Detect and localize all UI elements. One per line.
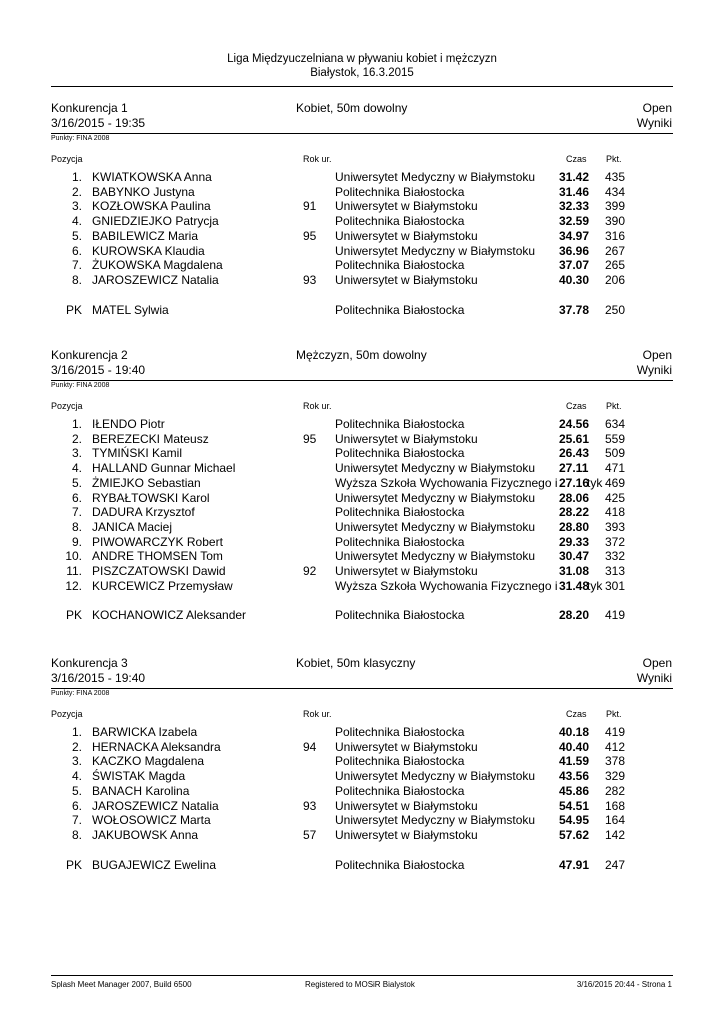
result-time: 30.47 — [559, 549, 590, 564]
swimmer-name: JAKUBOWSK Anna — [92, 827, 199, 842]
result-row — [0, 185, 724, 200]
position-cell: 2. — [71, 431, 82, 446]
result-time: 31.48 — [559, 578, 590, 593]
result-time: 37.07 — [559, 258, 590, 273]
result-time: 27.16 — [559, 475, 590, 490]
club-name: Politechnika Białostocka — [335, 505, 465, 520]
result-time: 47.91 — [559, 857, 590, 872]
result-time: 40.18 — [559, 725, 590, 739]
points-value: 393 — [605, 519, 626, 534]
points-value: 419 — [605, 725, 626, 739]
result-row — [0, 754, 724, 769]
result-time: 28.20 — [559, 608, 590, 623]
points-value: 282 — [605, 783, 626, 798]
points-value: 329 — [605, 769, 626, 784]
position-cell: 7. — [71, 258, 82, 273]
document-title: Liga Międzyuczelniana w pływaniu kobiet i mężczyzn — [227, 53, 497, 65]
column-header-year: Rok ur. — [303, 154, 332, 164]
swimmer-name: IŁENDO Piotr — [92, 417, 165, 431]
points-value: 372 — [605, 534, 626, 549]
points-value: 425 — [605, 490, 626, 505]
club-name: Uniwersytet Medyczny w Białymstoku — [335, 813, 536, 828]
swimmer-name: MATEL Sylwia — [92, 302, 169, 317]
swimmer-name: JAROSZEWICZ Natalia — [92, 272, 219, 287]
event-category: Open — [642, 656, 672, 670]
position-cell: 3. — [71, 754, 82, 769]
disqualified-row — [0, 858, 724, 873]
result-time: 31.42 — [559, 170, 590, 184]
result-row — [0, 579, 724, 594]
result-time: 54.95 — [559, 813, 590, 828]
position-cell: 5. — [71, 475, 82, 490]
result-row — [0, 769, 724, 784]
points-value: 471 — [605, 461, 626, 476]
result-time: 34.97 — [559, 228, 590, 243]
column-header-year: Rok ur. — [303, 709, 332, 719]
birth-year: 91 — [303, 199, 317, 214]
swimmer-name: JAROSZEWICZ Natalia — [92, 798, 219, 813]
club-name: Politechnika Białostocka — [335, 725, 465, 739]
swimmer-name: HALLAND Gunnar Michael — [92, 461, 236, 476]
result-time: 31.46 — [559, 184, 590, 199]
club-name: Politechnika Białostocka — [335, 783, 465, 798]
club-name: Uniwersytet w Białymstoku — [335, 272, 478, 287]
scoring-note: Punkty: FINA 2008 — [51, 135, 110, 142]
position-cell: 2. — [71, 739, 82, 754]
result-time: 40.40 — [559, 739, 590, 754]
result-row — [0, 813, 724, 828]
club-name: Politechnika Białostocka — [335, 184, 465, 199]
result-time: 26.43 — [559, 446, 590, 461]
club-name: Uniwersytet w Białymstoku — [335, 798, 478, 813]
swimmer-name: PIWOWARCZYK Robert — [92, 534, 223, 549]
points-value: 418 — [605, 505, 626, 520]
result-row — [0, 214, 724, 229]
event-category: Open — [642, 101, 672, 115]
swimmer-name: BANACH Karolina — [92, 783, 190, 798]
points-value: 168 — [605, 798, 626, 813]
result-time: 32.33 — [559, 199, 590, 214]
club-name: Uniwersytet w Białymstoku — [335, 228, 478, 243]
points-value: 509 — [605, 446, 626, 461]
position-cell: 8. — [71, 827, 82, 842]
time-overflow-text: tyk — [587, 475, 603, 490]
swimmer-name: KOZŁOWSKA Paulina — [92, 199, 211, 214]
result-row — [0, 446, 724, 461]
points-value: 250 — [605, 302, 626, 317]
position-cell: PK — [65, 857, 82, 872]
column-header-points: Pkt. — [606, 154, 622, 164]
event-category: Open — [642, 348, 672, 362]
event-datetime: 3/16/2015 - 19:40 — [51, 671, 146, 685]
points-value: 301 — [605, 578, 626, 593]
club-name: Uniwersytet w Białymstoku — [335, 739, 478, 754]
result-row — [0, 549, 724, 564]
club-name: Politechnika Białostocka — [335, 302, 465, 317]
swimmer-name: KUROWSKA Klaudia — [92, 243, 205, 258]
swimmer-name: HERNACKA Aleksandra — [92, 739, 221, 754]
result-row — [0, 417, 724, 432]
swimmer-name: JANICA Maciej — [92, 519, 173, 534]
event-description: Kobiet, 50m dowolny — [296, 101, 408, 115]
result-row — [0, 491, 724, 506]
position-cell: 4. — [71, 461, 82, 476]
event-result-type: Wyniki — [636, 116, 672, 130]
points-value: 434 — [605, 184, 626, 199]
result-row — [0, 725, 724, 740]
result-row — [0, 170, 724, 185]
points-value: 559 — [605, 431, 626, 446]
club-name: Wyższa Szkoła Wychowania Fizycznego i — [335, 475, 558, 490]
result-row — [0, 535, 724, 550]
swimmer-name: BEREZECKI Mateusz — [92, 431, 209, 446]
club-name: Politechnika Białostocka — [335, 608, 465, 623]
points-value: 419 — [605, 608, 626, 623]
position-cell: 1. — [71, 170, 82, 184]
swimmer-name: ŻMIEJKO Sebastian — [92, 475, 201, 490]
club-name: Uniwersytet w Białymstoku — [335, 431, 478, 446]
result-time: 37.78 — [559, 302, 590, 317]
footer-divider — [51, 975, 673, 976]
scoring-note: Punkty: FINA 2008 — [51, 382, 110, 389]
result-time: 41.59 — [559, 754, 590, 769]
section-divider — [51, 688, 673, 689]
swimmer-name: KURCEWICZ Przemysław — [92, 578, 233, 593]
column-header-position: Pozycja — [51, 401, 83, 411]
swimmer-name: KWIATKOWSKA Anna — [92, 170, 212, 184]
event-description: Kobiet, 50m klasyczny — [296, 656, 416, 670]
column-header-time: Czas — [566, 709, 587, 719]
points-value: 313 — [605, 564, 626, 578]
club-name: Politechnika Białostocka — [335, 754, 465, 769]
event-result-type: Wyniki — [636, 671, 672, 685]
points-value: 142 — [605, 827, 626, 842]
disqualified-row — [0, 608, 724, 623]
column-header-time: Czas — [566, 154, 587, 164]
result-row — [0, 828, 724, 843]
points-value: 634 — [605, 417, 626, 431]
event-datetime: 3/16/2015 - 19:35 — [51, 116, 146, 130]
birth-year: 57 — [303, 827, 317, 842]
position-cell: 5. — [71, 228, 82, 243]
document-subtitle: Białystok, 16.3.2015 — [310, 67, 414, 79]
birth-year: 95 — [303, 228, 317, 243]
result-time: 57.62 — [559, 827, 590, 842]
column-header-position: Pozycja — [51, 709, 83, 719]
club-name: Politechnika Białostocka — [335, 857, 465, 872]
result-time: 28.22 — [559, 505, 590, 520]
result-row — [0, 505, 724, 520]
footer-timestamp-page: 3/16/2015 20:44 - Strona 1 — [576, 980, 672, 989]
position-cell: 6. — [71, 798, 82, 813]
footer-software: Splash Meet Manager 2007, Build 6500 — [51, 980, 192, 989]
result-time: 43.56 — [559, 769, 590, 784]
result-row — [0, 273, 724, 288]
birth-year: 95 — [303, 431, 317, 446]
result-row — [0, 244, 724, 259]
result-row — [0, 564, 724, 579]
result-row — [0, 432, 724, 447]
club-name: Uniwersytet Medyczny w Białymstoku — [335, 170, 536, 184]
position-cell: 7. — [71, 813, 82, 828]
position-cell: 8. — [71, 519, 82, 534]
birth-year: 93 — [303, 272, 317, 287]
club-name: Politechnika Białostocka — [335, 446, 465, 461]
points-value: 469 — [605, 475, 626, 490]
column-header-points: Pkt. — [606, 709, 622, 719]
result-row — [0, 520, 724, 535]
points-value: 316 — [605, 228, 626, 243]
position-cell: 2. — [71, 184, 82, 199]
result-time: 45.86 — [559, 783, 590, 798]
event-description: Mężczyzn, 50m dowolny — [296, 348, 427, 362]
result-row — [0, 784, 724, 799]
position-cell: 10. — [65, 549, 82, 564]
points-value: 435 — [605, 170, 626, 184]
points-value: 412 — [605, 739, 626, 754]
result-row — [0, 229, 724, 244]
column-header-year: Rok ur. — [303, 401, 332, 411]
position-cell: 4. — [71, 214, 82, 229]
position-cell: 12. — [65, 578, 82, 593]
event-title: Konkurencja 1 — [51, 101, 128, 115]
column-header-time: Czas — [566, 401, 587, 411]
position-cell: PK — [65, 608, 82, 623]
points-value: 267 — [605, 243, 626, 258]
club-name: Politechnika Białostocka — [335, 534, 465, 549]
event-title: Konkurencja 2 — [51, 348, 128, 362]
swimmer-name: BABYNKO Justyna — [92, 184, 195, 199]
club-name: Uniwersytet w Białymstoku — [335, 827, 478, 842]
swimmer-name: WOŁOSOWICZ Marta — [92, 813, 211, 828]
points-value: 390 — [605, 214, 626, 229]
scoring-note: Punkty: FINA 2008 — [51, 690, 110, 697]
points-value: 399 — [605, 199, 626, 214]
position-cell: 6. — [71, 490, 82, 505]
swimmer-name: BUGAJEWICZ Ewelina — [92, 857, 217, 872]
swimmer-name: BARWICKA Izabela — [92, 725, 198, 739]
time-overflow-text: tyk — [587, 578, 603, 593]
result-row — [0, 476, 724, 491]
result-time: 28.06 — [559, 490, 590, 505]
birth-year: 94 — [303, 739, 317, 754]
points-value: 164 — [605, 813, 626, 828]
section-divider — [51, 380, 673, 381]
event-title: Konkurencja 3 — [51, 656, 128, 670]
club-name: Uniwersytet Medyczny w Białymstoku — [335, 769, 536, 784]
result-time: 29.33 — [559, 534, 590, 549]
result-time: 36.96 — [559, 243, 590, 258]
position-cell: 11. — [66, 564, 82, 578]
points-value: 247 — [605, 857, 626, 872]
result-row — [0, 461, 724, 476]
club-name: Wyższa Szkoła Wychowania Fizycznego i — [335, 578, 558, 593]
swimmer-name: KACZKO Magdalena — [92, 754, 205, 769]
birth-year: 92 — [303, 564, 317, 578]
section-divider — [51, 133, 673, 134]
position-cell: 1. — [71, 725, 82, 739]
club-name: Politechnika Białostocka — [335, 417, 465, 431]
club-name: Uniwersytet Medyczny w Białymstoku — [335, 519, 536, 534]
position-cell: 7. — [71, 505, 82, 520]
result-time: 32.59 — [559, 214, 590, 229]
result-time: 54.51 — [559, 798, 590, 813]
position-cell: 1. — [71, 417, 82, 431]
disqualified-row — [0, 303, 724, 318]
event-datetime: 3/16/2015 - 19:40 — [51, 363, 146, 377]
points-value: 265 — [605, 258, 626, 273]
position-cell: 9. — [71, 534, 82, 549]
position-cell: 4. — [71, 769, 82, 784]
result-time: 27.11 — [559, 461, 589, 476]
column-header-position: Pozycja — [51, 154, 83, 164]
header-divider — [51, 86, 673, 87]
result-row — [0, 199, 724, 214]
result-time: 40.30 — [559, 272, 590, 287]
result-row — [0, 740, 724, 755]
position-cell: 3. — [71, 446, 82, 461]
result-time: 24.56 — [559, 417, 590, 431]
position-cell: 5. — [71, 783, 82, 798]
event-result-type: Wyniki — [636, 363, 672, 377]
position-cell: PK — [65, 302, 82, 317]
points-value: 206 — [605, 272, 626, 287]
swimmer-name: ŻUKOWSKA Magdalena — [92, 258, 223, 273]
result-time: 28.80 — [559, 519, 590, 534]
swimmer-name: ANDRE THOMSEN Tom — [92, 549, 223, 564]
result-time: 25.61 — [559, 431, 590, 446]
club-name: Politechnika Białostocka — [335, 214, 465, 229]
swimmer-name: ŚWISTAK Magda — [92, 769, 186, 784]
column-header-points: Pkt. — [606, 401, 622, 411]
swimmer-name: RYBAŁTOWSKI Karol — [92, 490, 210, 505]
swimmer-name: TYMIŃSKI Kamil — [92, 446, 183, 461]
points-value: 332 — [605, 549, 626, 564]
position-cell: 6. — [71, 243, 82, 258]
result-time: 31.08 — [559, 564, 590, 578]
position-cell: 8. — [71, 272, 82, 287]
footer-registration: Registered to MOSiR Bialystok — [305, 980, 415, 989]
club-name: Uniwersytet Medyczny w Białymstoku — [335, 549, 536, 564]
result-row — [0, 258, 724, 273]
club-name: Politechnika Białostocka — [335, 258, 465, 273]
club-name: Uniwersytet Medyczny w Białymstoku — [335, 461, 536, 476]
club-name: Uniwersytet w Białymstoku — [335, 199, 478, 214]
result-row — [0, 799, 724, 814]
swimmer-name: PISZCZATOWSKI Dawid — [92, 564, 226, 578]
birth-year: 93 — [303, 798, 317, 813]
swimmer-name: DADURA Krzysztof — [92, 505, 195, 520]
club-name: Uniwersytet w Białymstoku — [335, 564, 478, 578]
swimmer-name: KOCHANOWICZ Aleksander — [92, 608, 247, 623]
swimmer-name: GNIEDZIEJKO Patrycja — [92, 214, 219, 229]
club-name: Uniwersytet Medyczny w Białymstoku — [335, 243, 536, 258]
points-value: 378 — [605, 754, 626, 769]
swimmer-name: BABILEWICZ Maria — [92, 228, 199, 243]
position-cell: 3. — [71, 199, 82, 214]
club-name: Uniwersytet Medyczny w Białymstoku — [335, 490, 536, 505]
